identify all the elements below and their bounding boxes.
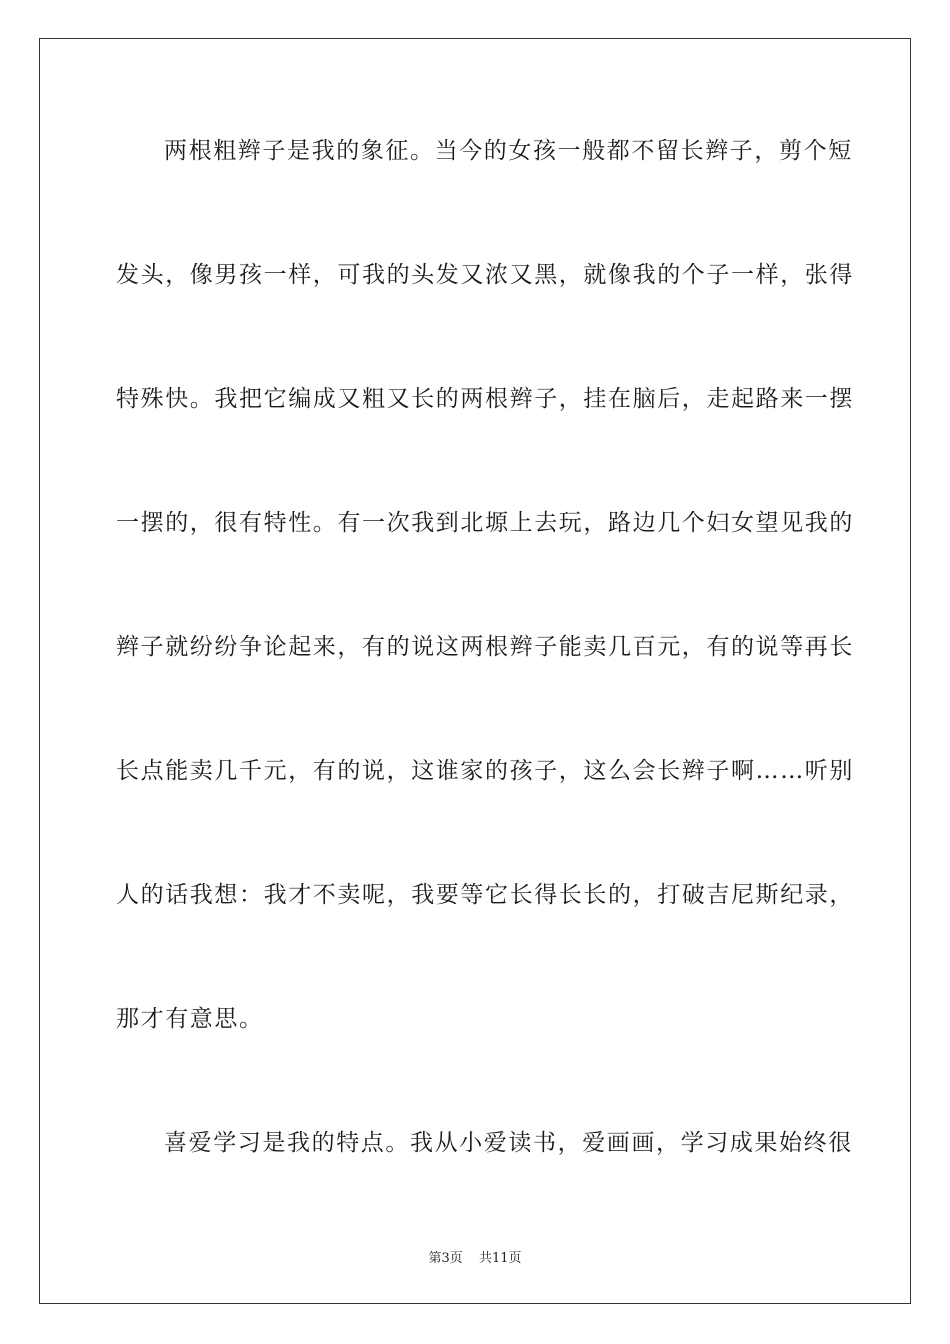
text-line: 特殊快。我把它编成又粗又长的两根辫子，挂在脑后，走起路来一摆 [116, 386, 854, 412]
page-total: 共11页 [478, 1251, 522, 1266]
text-line: 辫子就纷纷争论起来，有的说这两根辫子能卖几百元，有的说等再长 [116, 634, 854, 660]
text-line: 人的话我想：我才不卖呢，我要等它长得长长的，打破吉尼斯纪录， [116, 882, 854, 908]
document-body [116, 120, 854, 1236]
text-line: 长点能卖几千元，有的说，这谁家的孩子，这么会长辫子啊……听别 [116, 758, 854, 784]
text-line: 喜爱学习是我的特点。我从小爱读书，爱画画，学习成果始终很 [164, 1130, 853, 1156]
text-line: 发头，像男孩一样，可我的头发又浓又黑，就像我的个子一样，张得 [116, 262, 854, 288]
text-line: 那才有意思。 [116, 1006, 264, 1032]
text-line: 两根粗辫子是我的象征。当今的女孩一般都不留长辫子，剪个短 [164, 138, 853, 164]
page-number: 第3页 [428, 1251, 463, 1266]
text-line: 一摆的，很有特性。有一次我到北塬上去玩，路边几个妇女望见我的 [116, 510, 854, 536]
page-footer [0, 1247, 950, 1266]
